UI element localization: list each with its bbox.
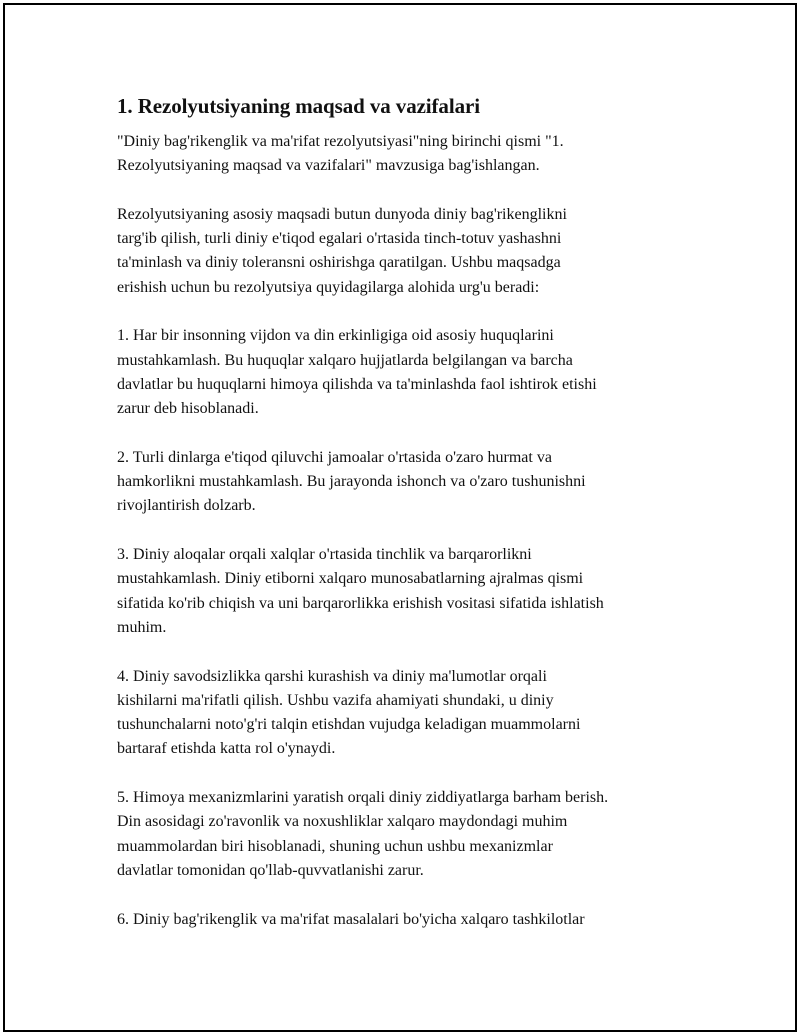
- list-item-4: 4. Diniy savodsizlikka qarshi kurashish va diniy ma'lumotlar orqali kishilarni ma'rifatli qilish. Ushbu vazifa ahamiyati shundaki, u diniy tushunchalarni noto'g'ri talqin etishdan vujudga keladigan muammolarni bartaraf etishda katta rol o'ynaydi.: [117, 667, 581, 758]
- document-body: [117, 92, 707, 956]
- list-item-6: 6. Diniy bag'rikenglik va ma'rifat masalalari bo'yicha xalqaro tashkilotlar: [117, 910, 585, 928]
- list-item-2: 2. Turli dinlarga e'tiqod qiluvchi jamoalar o'rtasida o'zaro hurmat va hamkorlikni mustahkamlash. Bu jarayonda ishonch va o'zaro tushunishni rivojlantirish dolzarb.: [117, 448, 586, 515]
- goal-paragraph: Rezolyutsiyaning asosiy maqsadi butun dunyoda diniy bag'rikenglikni targ'ib qilish, turli diniy e'tiqod egalari o'rtasida tinch-totuv yashashni ta'minlash va diniy toleransni oshirishga qaratilgan. Ushbu maqsadga erishish uchun bu rezolyutsiya quyidagilarga alohida urg'u beradi:: [117, 205, 567, 296]
- list-item-1: 1. Har bir insonning vijdon va din erkinligiga oid asosiy huquqlarini mustahkamlash. Bu huquqlar xalqaro hujjatlarda belgilangan va barcha davlatlar bu huquqlarni himoya qilishda va ta'minlashda faol ishtirok etishi zarur deb hisoblanadi.: [117, 327, 597, 418]
- list-item-3: 3. Diniy aloqalar orqali xalqlar o'rtasida tinchlik va barqarorlikni mustahkamlash. Diniy etiborni xalqaro munosabatlarning ajralmas qismi sifatida ko'rib chiqish va uni barqarorlikka erishish vositasi sifatida ishlatish muhim.: [117, 546, 604, 636]
- section-heading: 1. Rezolyutsiyaning maqsad va vazifalari: [117, 94, 480, 118]
- intro-paragraph: "Diniy bag'rikenglik va ma'rifat rezolyutsiyasi"ning birinchi qismi "1. Rezolyutsiyaning maqsad va vazifalari" mavzusiga bag'ishlangan.: [117, 133, 564, 175]
- list-item-5: 5. Himoya mexanizmlarini yaratish orqali diniy ziddiyatlarga barham berish. Din asosidagi zo'ravonlik va noxushliklar xalqaro maydondagi muhim muammolardan biri hisoblanadi, shuning uchun ushbu mexanizmlar davlatlar tomonidan qo'llab-quvvatlanishi zarur.: [117, 789, 609, 879]
